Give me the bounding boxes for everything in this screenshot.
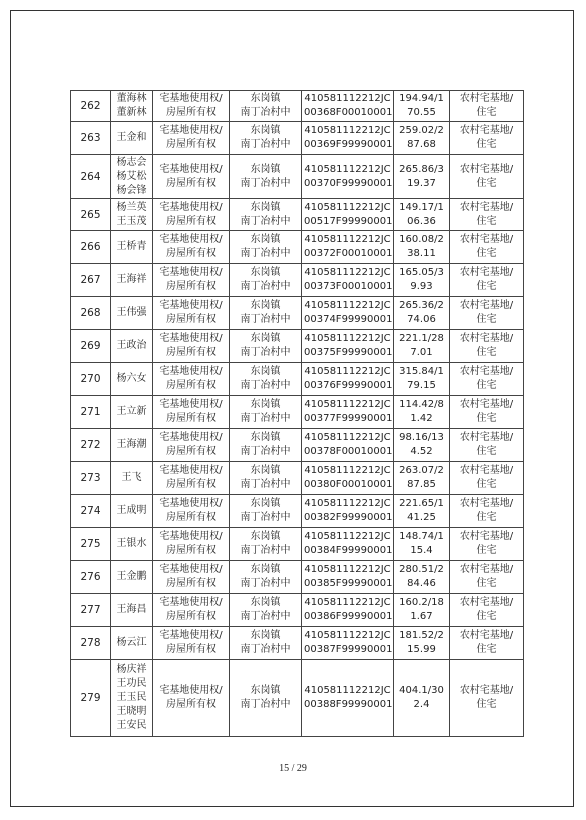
owner-names: 王金鹏 — [111, 561, 153, 594]
row-number: 266 — [71, 231, 111, 264]
owner-names: 王银水 — [111, 528, 153, 561]
table-row — [71, 122, 524, 155]
table-row — [71, 660, 524, 737]
location: 东岗镇 南丁冶村中 — [230, 594, 302, 627]
owner-names: 王飞 — [111, 462, 153, 495]
area: 98.16/13 4.52 — [394, 429, 450, 462]
unit-code: 410581112212JC 00386F99990001 — [302, 594, 394, 627]
unit-code: 410581112212JC 00378F00010001 — [302, 429, 394, 462]
unit-code: 410581112212JC 00368F00010001 — [302, 91, 394, 122]
usage: 农村宅基地/ 住宅 — [450, 660, 524, 737]
owner-names: 王海祥 — [111, 264, 153, 297]
row-number: 277 — [71, 594, 111, 627]
right-type: 宅基地使用权/ 房屋所有权 — [153, 495, 230, 528]
unit-code: 410581112212JC 00382F99990001 — [302, 495, 394, 528]
right-type: 宅基地使用权/ 房屋所有权 — [153, 264, 230, 297]
area: 263.07/2 87.85 — [394, 462, 450, 495]
usage: 农村宅基地/ 住宅 — [450, 528, 524, 561]
unit-code: 410581112212JC 00380F00010001 — [302, 462, 394, 495]
location: 东岗镇 南丁冶村中 — [230, 561, 302, 594]
table-row — [71, 561, 524, 594]
row-number: 279 — [71, 660, 111, 737]
page-number: 15 / 29 — [279, 763, 307, 774]
usage: 农村宅基地/ 住宅 — [450, 363, 524, 396]
table-row — [71, 330, 524, 363]
area: 265.36/2 74.06 — [394, 297, 450, 330]
row-number: 271 — [71, 396, 111, 429]
owner-names: 杨六女 — [111, 363, 153, 396]
table-row — [71, 91, 524, 122]
area: 221.65/1 41.25 — [394, 495, 450, 528]
usage: 农村宅基地/ 住宅 — [450, 264, 524, 297]
owner-names: 杨庆祥 王功民 王玉民 王晓明 王安民 — [111, 660, 153, 737]
usage: 农村宅基地/ 住宅 — [450, 330, 524, 363]
location: 东岗镇 南丁冶村中 — [230, 660, 302, 737]
row-number: 268 — [71, 297, 111, 330]
table-row — [71, 627, 524, 660]
row-number: 270 — [71, 363, 111, 396]
row-number: 273 — [71, 462, 111, 495]
usage: 农村宅基地/ 住宅 — [450, 155, 524, 199]
unit-code: 410581112212JC 00376F99990001 — [302, 363, 394, 396]
table-row — [71, 155, 524, 199]
usage: 农村宅基地/ 住宅 — [450, 429, 524, 462]
row-number: 264 — [71, 155, 111, 199]
unit-code: 410581112212JC 00388F99990001 — [302, 660, 394, 737]
area: 165.05/3 9.93 — [394, 264, 450, 297]
right-type: 宅基地使用权/ 房屋所有权 — [153, 330, 230, 363]
owner-names: 王海潮 — [111, 429, 153, 462]
location: 东岗镇 南丁冶村中 — [230, 363, 302, 396]
unit-code: 410581112212JC 00374F99990001 — [302, 297, 394, 330]
location: 东岗镇 南丁冶村中 — [230, 264, 302, 297]
area: 181.52/2 15.99 — [394, 627, 450, 660]
unit-code: 410581112212JC 00385F99990001 — [302, 561, 394, 594]
area: 148.74/1 15.4 — [394, 528, 450, 561]
right-type: 宅基地使用权/ 房屋所有权 — [153, 594, 230, 627]
table-row — [71, 231, 524, 264]
usage: 农村宅基地/ 住宅 — [450, 231, 524, 264]
table-row — [71, 396, 524, 429]
row-number: 269 — [71, 330, 111, 363]
location: 东岗镇 南丁冶村中 — [230, 297, 302, 330]
right-type: 宅基地使用权/ 房屋所有权 — [153, 627, 230, 660]
area: 265.86/3 19.37 — [394, 155, 450, 199]
right-type: 宅基地使用权/ 房屋所有权 — [153, 561, 230, 594]
right-type: 宅基地使用权/ 房屋所有权 — [153, 155, 230, 199]
table-row — [71, 297, 524, 330]
owner-names: 王立新 — [111, 396, 153, 429]
unit-code: 410581112212JC 00370F99990001 — [302, 155, 394, 199]
location: 东岗镇 南丁冶村中 — [230, 155, 302, 199]
unit-code: 410581112212JC 00387F99990001 — [302, 627, 394, 660]
area: 280.51/2 84.46 — [394, 561, 450, 594]
area: 194.94/1 70.55 — [394, 91, 450, 122]
area: 259.02/2 87.68 — [394, 122, 450, 155]
area: 114.42/8 1.42 — [394, 396, 450, 429]
usage: 农村宅基地/ 住宅 — [450, 462, 524, 495]
row-number: 267 — [71, 264, 111, 297]
area: 160.08/2 38.11 — [394, 231, 450, 264]
area: 315.84/1 79.15 — [394, 363, 450, 396]
row-number: 265 — [71, 199, 111, 231]
location: 东岗镇 南丁冶村中 — [230, 396, 302, 429]
location: 东岗镇 南丁冶村中 — [230, 122, 302, 155]
usage: 农村宅基地/ 住宅 — [450, 297, 524, 330]
unit-code: 410581112212JC 00375F99990001 — [302, 330, 394, 363]
row-number: 274 — [71, 495, 111, 528]
registry-table — [70, 90, 524, 737]
owner-names: 王桥青 — [111, 231, 153, 264]
table-row — [71, 495, 524, 528]
usage: 农村宅基地/ 住宅 — [450, 91, 524, 122]
location: 东岗镇 南丁冶村中 — [230, 627, 302, 660]
unit-code: 410581112212JC 00384F99990001 — [302, 528, 394, 561]
owner-names: 王金和 — [111, 122, 153, 155]
location: 东岗镇 南丁冶村中 — [230, 429, 302, 462]
unit-code: 410581112212JC 00377F99990001 — [302, 396, 394, 429]
row-number: 276 — [71, 561, 111, 594]
usage: 农村宅基地/ 住宅 — [450, 627, 524, 660]
right-type: 宅基地使用权/ 房屋所有权 — [153, 363, 230, 396]
location: 东岗镇 南丁冶村中 — [230, 199, 302, 231]
owner-names: 王伟强 — [111, 297, 153, 330]
table-row — [71, 528, 524, 561]
table-row — [71, 363, 524, 396]
right-type: 宅基地使用权/ 房屋所有权 — [153, 199, 230, 231]
table-row — [71, 594, 524, 627]
location: 东岗镇 南丁冶村中 — [230, 231, 302, 264]
right-type: 宅基地使用权/ 房屋所有权 — [153, 462, 230, 495]
unit-code: 410581112212JC 00517F99990001 — [302, 199, 394, 231]
owner-names: 董海林 董新林 — [111, 91, 153, 122]
owner-names: 王政治 — [111, 330, 153, 363]
owner-names: 王海昌 — [111, 594, 153, 627]
location: 东岗镇 南丁冶村中 — [230, 91, 302, 122]
right-type: 宅基地使用权/ 房屋所有权 — [153, 297, 230, 330]
table-row — [71, 429, 524, 462]
row-number: 272 — [71, 429, 111, 462]
owner-names: 杨志会 杨艾松 杨会锋 — [111, 155, 153, 199]
usage: 农村宅基地/ 住宅 — [450, 199, 524, 231]
owner-names: 王成明 — [111, 495, 153, 528]
area: 160.2/18 1.67 — [394, 594, 450, 627]
usage: 农村宅基地/ 住宅 — [450, 495, 524, 528]
right-type: 宅基地使用权/ 房屋所有权 — [153, 231, 230, 264]
location: 东岗镇 南丁冶村中 — [230, 495, 302, 528]
unit-code: 410581112212JC 00369F99990001 — [302, 122, 394, 155]
right-type: 宅基地使用权/ 房屋所有权 — [153, 122, 230, 155]
location: 东岗镇 南丁冶村中 — [230, 330, 302, 363]
table-row — [71, 199, 524, 231]
usage: 农村宅基地/ 住宅 — [450, 396, 524, 429]
usage: 农村宅基地/ 住宅 — [450, 122, 524, 155]
right-type: 宅基地使用权/ 房屋所有权 — [153, 396, 230, 429]
row-number: 262 — [71, 91, 111, 122]
area: 221.1/28 7.01 — [394, 330, 450, 363]
owner-names: 杨云江 — [111, 627, 153, 660]
row-number: 263 — [71, 122, 111, 155]
right-type: 宅基地使用权/ 房屋所有权 — [153, 528, 230, 561]
location: 东岗镇 南丁冶村中 — [230, 528, 302, 561]
table-row — [71, 462, 524, 495]
table-row — [71, 264, 524, 297]
unit-code: 410581112212JC 00373F00010001 — [302, 264, 394, 297]
location: 东岗镇 南丁冶村中 — [230, 462, 302, 495]
owner-names: 杨兰英 王玉茂 — [111, 199, 153, 231]
row-number: 278 — [71, 627, 111, 660]
usage: 农村宅基地/ 住宅 — [450, 561, 524, 594]
right-type: 宅基地使用权/ 房屋所有权 — [153, 429, 230, 462]
area: 404.1/30 2.4 — [394, 660, 450, 737]
area: 149.17/1 06.36 — [394, 199, 450, 231]
row-number: 275 — [71, 528, 111, 561]
usage: 农村宅基地/ 住宅 — [450, 594, 524, 627]
right-type: 宅基地使用权/ 房屋所有权 — [153, 660, 230, 737]
right-type: 宅基地使用权/ 房屋所有权 — [153, 91, 230, 122]
unit-code: 410581112212JC 00372F00010001 — [302, 231, 394, 264]
